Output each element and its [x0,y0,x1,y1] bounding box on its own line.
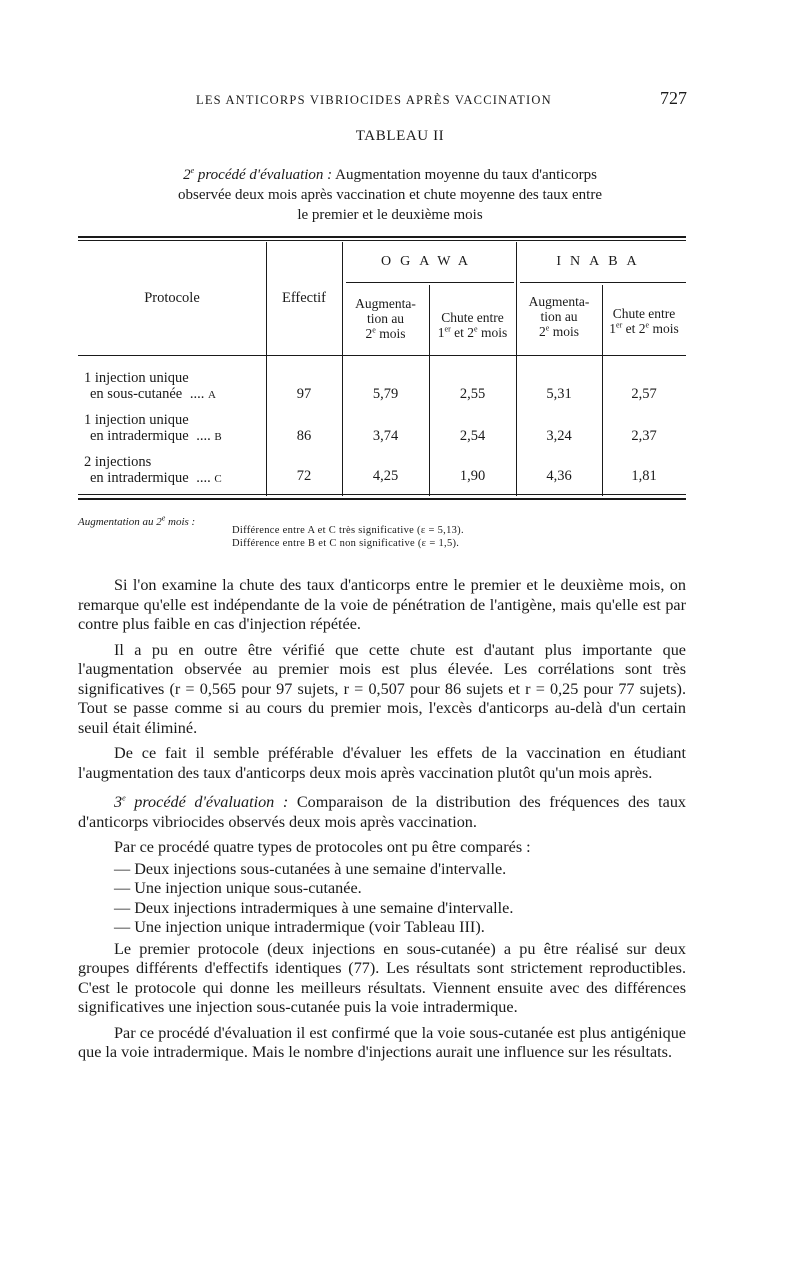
table-bottom-rule-2 [78,498,686,500]
list-item: — Deux injections sous-cutanées à une semaine d'intervalle. [114,859,507,878]
paragraph-2: Il a pu en outre être vérifié que cette chute est d'autant plus importante que l'augmentation observée au premier mois est plus élevée. Les corrélations sont très significatives (r = 0,565 pour 97 sujets, r = 0,507 pour 86 sujets et r = 0,25 pour 77 sujets). Tout se passe comme si au cours du premier mois, l'excès d'anticorps au-delà d'un certain seuil était éliminé. [78,640,686,737]
table-bottom-rule [78,494,686,495]
table-row-b-inaba-augment: 3,24 [546,428,572,444]
header-ogawa: OGAWA [381,254,477,269]
caption-line-2: observée deux mois après vaccination et chute moyenne des taux entre [177,187,602,203]
header-inaba: INABA [556,254,646,269]
caption-italic: procédé d'évaluation : [197,167,333,183]
table-row-c-ogawa-augment: 4,25 [372,468,399,484]
table-row-a-ogawa-augment: 5,79 [372,386,399,402]
caption-ordinal-sup: e [190,166,195,175]
ogawa-chute-header: Chute entre 1er et 2e mois [437,310,508,340]
col-rule-4 [516,242,517,496]
caption-line-1: Augmentation moyenne du taux d'anticorps [335,167,597,183]
page-number: 727 [660,88,687,108]
table-row-a-ogawa-chute: 2,55 [459,386,486,402]
table-row-b-inaba-chute: 2,37 [631,428,657,444]
footnote-line-2: Différence entre B et C non significative (ε = 1,5). [232,538,460,549]
paragraph-1: Si l'on examine la chute des taux d'anticorps entre le premier et le deuxième mois, on remarque qu'elle est indépendante de la voie de pénétration de l'antigène, mais qu'elle est par contre plus faible en cas d'injection répétée. [78,576,686,633]
header-effectif: Effectif [281,290,326,306]
ogawa-augment-header: Augmenta- tion au 2e mois [355,296,416,341]
inaba-augment-header: Augmenta- tion au 2e mois [528,294,590,339]
table-row-b-ogawa-chute: 2,54 [459,428,486,444]
table-row-a-effectif: 97 [296,386,312,402]
col-rule-2 [342,242,343,496]
group-rule-inaba [520,282,686,283]
inaba-chute-header: Chute entre 1er et 2e mois [609,306,679,336]
table-row-b-protocol: 1 injection unique en intradermique .... B [84,412,222,444]
list-item: — Une injection unique intradermique (voir Tableau III). [114,918,485,936]
table-row-c-inaba-chute: 1,81 [631,468,657,484]
footnote-label: Augmentation au 2e mois : [78,513,196,528]
table-row-c-effectif: 72 [296,468,312,484]
header-protocole: Protocole [144,290,200,306]
paragraph-6: Le premier protocole (deux injections en sous-cutanée) a pu être réalisé sur deux groupes différents d'effectifs identiques (77). Les résultats sont strictement reproductibles. C'est le protocole qui donne les meilleurs résultats. Viennent ensuite avec des différences significatives une injection sous-cutanée puis la voie intradermique. [78,939,686,1016]
table-row-a-inaba-chute: 2,57 [631,386,657,402]
list-item: — Deux injections intradermiques à une semaine d'intervalle. [114,898,514,917]
table-row-c-inaba-augment: 4,36 [546,468,572,484]
table-top-rule [78,236,686,238]
footnote-line-1: Différence entre A et C très significative (ε = 5,13). [232,525,464,536]
paragraph-4: 3e procédé d'évaluation : Comparaison de la distribution des fréquences des taux d'anticorps vibriocides observés deux mois après vaccination. [78,793,687,831]
table-row-c-protocol: 2 injections en intradermique .... C [84,454,222,486]
table-row-b-effectif: 86 [296,428,312,444]
table-title: TABLEAU II [355,128,445,144]
table-row-a-protocol: 1 injection unique en sous-cutanée .... A [84,370,216,402]
paragraph-7: Par ce procédé d'évaluation il est confirmé que la voie sous-cutanée est plus antigénique que la voie intradermique. Mais le nombre d'injections aurait une influence sur les résultats. [78,1023,686,1061]
list-item: — Une injection unique sous-cutanée. [114,879,362,897]
table-row-a-inaba-augment: 5,31 [546,386,572,402]
paragraph-5: Par ce procédé quatre types de protocoles ont pu être comparés : [114,838,531,856]
group-rule-ogawa [346,282,514,283]
paragraph-3: De ce fait il semble préférable d'évaluer les effets de la vaccination en étudiant l'augmentation des taux d'anticorps deux mois après vaccination plutôt qu'un mois après. [78,744,686,782]
caption-line-3: le premier et le deuxième mois [297,207,483,223]
body-text [78,576,686,1069]
table-row-c-ogawa-chute: 1,90 [459,468,486,484]
header-rule [78,355,686,356]
table-row-b-ogawa-augment: 3,74 [372,428,399,444]
table-caption [130,165,650,225]
table-top-rule-2 [78,240,686,241]
caption-ordinal: 2 [183,167,191,183]
running-title: LES ANTICORPS VIBRIOCIDES APRÈS VACCINATION [196,93,552,107]
col-rule-1 [266,242,267,496]
